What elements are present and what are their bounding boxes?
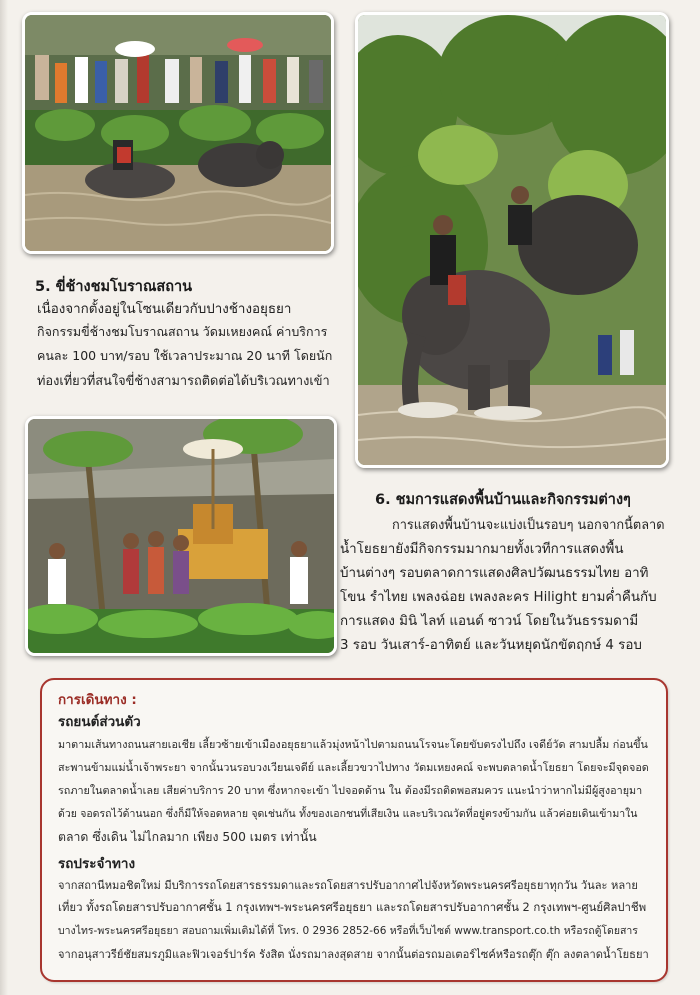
bus-line: เที่ยว ทั้งรถโดยสารปรับอากาศชั้น 1 กรุงเทพฯ-พระนครศรีอยุธยา และรถโดยสารปรับอากาศชั้น 2 กรุงเทพฯ-ศูนย์ศิลปาชีพ — [58, 900, 647, 914]
bus-title: รถประจำทาง — [58, 856, 136, 872]
section-6-line: โขน รำไทย เพลงฉ่อย เพลงละคร Hilight ยามค่ำคืนกับ — [340, 590, 657, 605]
private-car-line: สะพานข้ามแม่น้ำเจ้าพระยา จากนั้นวนรอบวงเวียนเจดีย์ และเลี้ยวขวาไปทาง วัดมเหยงคณ์ จะพบตลาดน้ำโยธยา โดยจะมีจุดจอด — [58, 761, 649, 774]
section-5-line: คนละ 100 บาท/รอบ ใช้เวลาประมาณ 20 นาที โดยนัก — [37, 348, 333, 363]
section-6-line: 3 รอบ วันเสาร์-อาทิตย์ และวันหยุดนักขัตฤกษ์ 4 รอบ — [340, 638, 642, 653]
section-6-line: บ้านต่างๆ รอบตลาดการแสดงศิลปวัฒนธรรมไทย อาทิ — [340, 566, 649, 581]
page-edge — [0, 0, 8, 995]
section-6-line: การแสดง มินิ ไลท์ แอนด์ ซาวน์ โดยในวันธรรมดามี — [340, 614, 639, 629]
bus-line: จากสถานีหมอชิตใหม่ มีบริการรถโดยสารธรรมดาและรถโดยสารปรับอากาศไปจังหวัดพระนครศรีอยุธยาทุกวัน วันละ หลาย — [58, 879, 638, 892]
section-6-line: การแสดงพื้นบ้านจะแบ่งเป็นรอบๆ นอกจากนี้ตลาด — [392, 518, 665, 533]
section-5-title: 5. ขี่ช้างชมโบราณสถาน — [35, 279, 193, 295]
section-5-line: กิจกรรมขี่ช้างชมโบราณสถาน วัดมเหยงคณ์ ค่าบริการ — [37, 324, 328, 339]
private-car-title: รถยนต์ส่วนตัว — [58, 714, 141, 730]
folk-performance-photo — [25, 416, 337, 656]
elephant-river-photo — [22, 12, 334, 254]
elephant-ride-photo — [355, 12, 669, 468]
section-6-title: 6. ชมการแสดงพื้นบ้านและกิจกรรมต่างๆ — [375, 492, 631, 508]
section-5-line: เนื่องจากตั้งอยู่ในโซนเดียวกับปางช้างอยุธยา — [37, 302, 292, 317]
travel-title: การเดินทาง : — [58, 692, 137, 708]
private-car-line: มาตามเส้นทางถนนสายเอเชีย เลี้ยวซ้ายเข้าเมืองอยุธยาแล้วมุ่งหน้าไปตามถนนโรจนะโดยขับตรงไปถึง เจดีย์วัด สามปลื้ม ก่อนขึ้น — [58, 738, 648, 751]
section-5-line: ท่องเที่ยวที่สนใจขี่ช้างสามารถติดต่อได้บริเวณทางเข้า — [37, 374, 330, 389]
travel-info-box — [40, 678, 668, 982]
private-car-line: ตลาด ซึ่งเดิน ไม่ไกลมาก เพียง 500 เมตร เท่านั้น — [58, 830, 317, 844]
bus-line: บางไทร-พระนครศรีอยุธยา สอบถามเพิ่มเติมได้ที่ โทร. 0 2936 2852-66 หรือที่เว็บไซต์ www.transport.co.th หรือรถตู้โดยสาร — [58, 925, 638, 937]
bus-line: จากอนุสาวรีย์ชัยสมรภูมิและฟิวเจอร์ปาร์ค รังสิต นั่งรถมาลงสุดสาย จากนั้นต่อรถมอเตอร์ไซค์หรือรถตุ๊ก ตุ๊ก ลงตลาดน้ำโยธยา — [58, 948, 649, 961]
section-6-line: น้ำโยธยายังมีกิจกรรมมากมายทั้งเวทีการแสดงพื้น — [340, 542, 624, 557]
private-car-line: ด้วย จอดรถไว้ด้านนอก ซึ่งก็มีให้จอดหลาย จุดเช่นกัน ทั้งของเอกชนที่เสียเงิน และบริเวณวัดที่อยู่ตรงข้ามกัน แล้วค่อยเดินเข้ามาใน — [58, 808, 638, 820]
private-car-line: รถภายในตลาดน้ำเลย เสียค่าบริการ 20 บาท ซึ่งหากจะเข้า ไปจอดด้าน ใน ต้องมีรถติดพอสมควร แนะนำว่าหากไม่มีผู้สูงอายุมา — [58, 784, 643, 797]
